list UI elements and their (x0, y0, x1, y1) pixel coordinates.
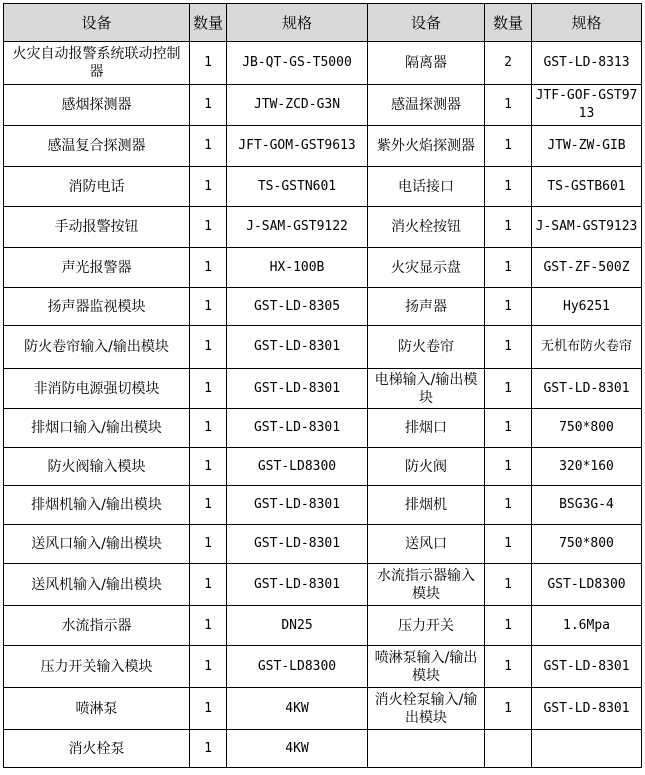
spec-cell: 750*800 (532, 409, 642, 448)
quantity-cell: 1 (190, 85, 227, 126)
spec-cell: JB-QT-GS-T5000 (227, 42, 368, 85)
spec-cell: JFT-GOM-GST9613 (227, 126, 368, 167)
spec-cell: TS-GSTN601 (227, 167, 368, 207)
quantity-cell: 1 (190, 288, 227, 326)
quantity-cell: 1 (485, 688, 532, 730)
spec-cell: Hy6251 (532, 288, 642, 326)
device-cell: 水流指示器输入模块 (368, 564, 485, 606)
device-cell: 扬声器监视模块 (4, 288, 190, 326)
spec-cell: J-SAM-GST9123 (532, 207, 642, 248)
quantity-cell: 1 (190, 326, 227, 369)
device-cell (368, 730, 485, 768)
quantity-cell: 1 (485, 126, 532, 167)
spec-cell: GST-LD8300 (532, 564, 642, 606)
spec-cell: GST-LD-8301 (227, 525, 368, 564)
quantity-cell: 1 (190, 369, 227, 409)
quantity-cell: 1 (190, 606, 227, 646)
spec-cell: 1.6Mpa (532, 606, 642, 646)
device-cell: 隔离器 (368, 42, 485, 85)
device-cell: 感烟探测器 (4, 85, 190, 126)
quantity-cell: 1 (190, 248, 227, 288)
quantity-cell (485, 730, 532, 768)
quantity-cell: 1 (485, 207, 532, 248)
quantity-cell: 1 (485, 564, 532, 606)
table-row (4, 248, 642, 288)
device-cell: 水流指示器 (4, 606, 190, 646)
spec-cell: 4KW (227, 688, 368, 730)
spec-cell: GST-LD-8301 (227, 409, 368, 448)
device-cell: 感温探测器 (368, 85, 485, 126)
spec-cell: J-SAM-GST9122 (227, 207, 368, 248)
quantity-cell: 1 (190, 167, 227, 207)
quantity-cell: 1 (190, 448, 227, 486)
quantity-cell: 1 (485, 369, 532, 409)
device-cell: 排烟机 (368, 486, 485, 525)
device-cell: 送风口输入/输出模块 (4, 525, 190, 564)
device-cell: 火灾自动报警系统联动控制器 (4, 42, 190, 85)
table-header-row (4, 4, 642, 42)
spec-cell: 320*160 (532, 448, 642, 486)
spec-cell: GST-LD-8301 (227, 564, 368, 606)
equipment-table (3, 3, 642, 768)
device-cell: 压力开关 (368, 606, 485, 646)
table-row (4, 448, 642, 486)
table-row (4, 288, 642, 326)
table-row (4, 730, 642, 768)
table-row (4, 326, 642, 369)
spec-cell: GST-LD-8301 (227, 486, 368, 525)
spec-cell: GST-LD8300 (227, 448, 368, 486)
device-cell: 消火栓泵 (4, 730, 190, 768)
table-row (4, 606, 642, 646)
quantity-cell: 2 (485, 42, 532, 85)
device-cell: 非消防电源强切模块 (4, 369, 190, 409)
spec-cell: GST-LD-8301 (227, 369, 368, 409)
quantity-cell: 1 (485, 409, 532, 448)
device-cell: 排烟口输入/输出模块 (4, 409, 190, 448)
table-row (4, 126, 642, 167)
quantity-cell: 1 (485, 85, 532, 126)
table-row (4, 369, 642, 409)
table-row (4, 564, 642, 606)
quantity-cell: 1 (190, 564, 227, 606)
device-cell: 防火阀 (368, 448, 485, 486)
device-cell: 紫外火焰探测器 (368, 126, 485, 167)
spec-cell: 无机布防火卷帘 (532, 326, 642, 369)
table-row (4, 486, 642, 525)
quantity-cell: 1 (485, 646, 532, 688)
spec-cell: BSG3G-4 (532, 486, 642, 525)
quantity-cell: 1 (190, 486, 227, 525)
quantity-cell: 1 (190, 525, 227, 564)
spec-cell: 750*800 (532, 525, 642, 564)
quantity-cell: 1 (190, 730, 227, 768)
quantity-cell: 1 (485, 326, 532, 369)
device-cell: 喷淋泵 (4, 688, 190, 730)
quantity-cell: 1 (190, 42, 227, 85)
spec-cell: HX-100B (227, 248, 368, 288)
quantity-cell: 1 (190, 409, 227, 448)
spec-cell: TS-GSTB601 (532, 167, 642, 207)
table-body (4, 42, 642, 768)
header-quantity: 数量 (190, 4, 227, 42)
quantity-cell: 1 (485, 525, 532, 564)
device-cell: 消防电话 (4, 167, 190, 207)
device-cell: 防火卷帘输入/输出模块 (4, 326, 190, 369)
device-cell: 送风口 (368, 525, 485, 564)
device-cell: 消火栓泵输入/输出模块 (368, 688, 485, 730)
spec-cell: 4KW (227, 730, 368, 768)
header-device: 设备 (4, 4, 190, 42)
device-cell: 消火栓按钮 (368, 207, 485, 248)
spec-cell: GST-LD-8301 (532, 688, 642, 730)
spec-cell: JTW-ZCD-G3N (227, 85, 368, 126)
table-row (4, 167, 642, 207)
quantity-cell: 1 (485, 448, 532, 486)
spec-cell: GST-LD-8301 (532, 369, 642, 409)
spec-cell: GST-LD-8301 (227, 326, 368, 369)
table-row (4, 42, 642, 85)
header-spec: 规格 (227, 4, 368, 42)
spec-cell: JTW-ZW-GIB (532, 126, 642, 167)
table-row (4, 207, 642, 248)
quantity-cell: 1 (190, 207, 227, 248)
header-quantity: 数量 (485, 4, 532, 42)
device-cell: 喷淋泵输入/输出模块 (368, 646, 485, 688)
spec-cell (532, 730, 642, 768)
device-cell: 声光报警器 (4, 248, 190, 288)
device-cell: 送风机输入/输出模块 (4, 564, 190, 606)
table-row (4, 525, 642, 564)
quantity-cell: 1 (190, 646, 227, 688)
spec-cell: JTF-GOF-GST9713 (532, 85, 642, 126)
spec-cell: GST-LD-8301 (532, 646, 642, 688)
device-cell: 扬声器 (368, 288, 485, 326)
table-row (4, 409, 642, 448)
table-row (4, 646, 642, 688)
spec-cell: GST-ZF-500Z (532, 248, 642, 288)
spec-cell: GST-LD8300 (227, 646, 368, 688)
header-spec: 规格 (532, 4, 642, 42)
device-cell: 防火阀输入模块 (4, 448, 190, 486)
quantity-cell: 1 (190, 126, 227, 167)
quantity-cell: 1 (485, 486, 532, 525)
device-cell: 防火卷帘 (368, 326, 485, 369)
quantity-cell: 1 (485, 606, 532, 646)
spec-cell: DN25 (227, 606, 368, 646)
quantity-cell: 1 (485, 167, 532, 207)
device-cell: 感温复合探测器 (4, 126, 190, 167)
table-row (4, 688, 642, 730)
spec-cell: GST-LD-8305 (227, 288, 368, 326)
header-device: 设备 (368, 4, 485, 42)
device-cell: 排烟机输入/输出模块 (4, 486, 190, 525)
device-cell: 火灾显示盘 (368, 248, 485, 288)
quantity-cell: 1 (485, 248, 532, 288)
device-cell: 压力开关输入模块 (4, 646, 190, 688)
device-cell: 手动报警按钮 (4, 207, 190, 248)
spec-cell: GST-LD-8313 (532, 42, 642, 85)
quantity-cell: 1 (485, 288, 532, 326)
device-cell: 电话接口 (368, 167, 485, 207)
device-cell: 排烟口 (368, 409, 485, 448)
table-row (4, 85, 642, 126)
device-cell: 电梯输入/输出模块 (368, 369, 485, 409)
quantity-cell: 1 (190, 688, 227, 730)
